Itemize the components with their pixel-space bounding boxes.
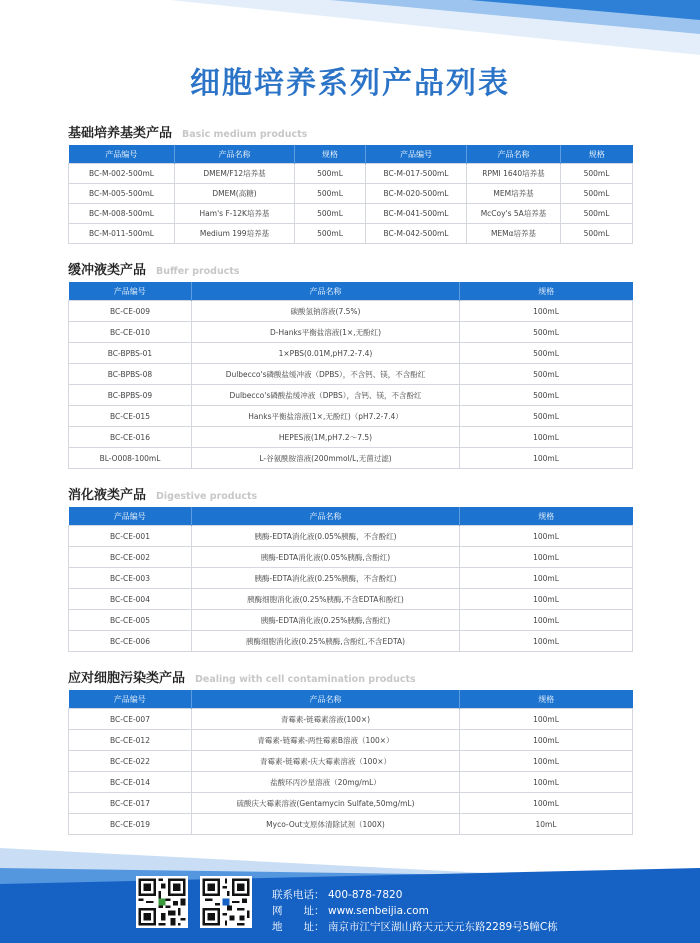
- table-row: [69, 322, 633, 343]
- phone-row: [272, 887, 558, 903]
- section-buffer: [68, 259, 632, 469]
- table-cell: 100mL: [460, 526, 633, 547]
- table-cell: Hanks平衡盐溶液(1×,无酚红)（pH7.2-7.4）: [192, 406, 460, 427]
- column-header: 规格: [460, 282, 633, 301]
- table-cell: 500mL: [561, 164, 633, 184]
- table-cell: BC-M-005-500mL: [69, 184, 175, 204]
- table-row: [69, 631, 633, 652]
- table-cell: 500mL: [561, 184, 633, 204]
- column-header: 产品编号: [69, 282, 192, 301]
- table-cell: 500mL: [295, 184, 366, 204]
- table-cell: BC-CE-010: [69, 322, 192, 343]
- section-title: 缓冲液类产品: [68, 263, 147, 278]
- phone-label: 联系电话：: [272, 889, 325, 901]
- table-cell: DMEM(高糖): [175, 184, 295, 204]
- column-header: 产品名称: [175, 145, 295, 164]
- column-header: 规格: [460, 690, 633, 709]
- table-cell: 500mL: [561, 224, 633, 244]
- column-header: 产品编号: [69, 507, 192, 526]
- table-row: [69, 547, 633, 568]
- table-cell: BC-BPBS-01: [69, 343, 192, 364]
- qr-code-1: [136, 876, 188, 928]
- table-cell: BC-M-041-500mL: [366, 204, 467, 224]
- table-cell: BL-O008-100mL: [69, 448, 192, 469]
- table-cell: BC-CE-017: [69, 793, 192, 814]
- column-header: 规格: [295, 145, 366, 164]
- address-value: 南京市江宁区湖山路天元天元东路2289号5幢C栋: [328, 921, 558, 933]
- table-cell: 500mL: [561, 204, 633, 224]
- basic-medium-table: [68, 145, 633, 244]
- table-cell: MEMα培养基: [467, 224, 561, 244]
- table-cell: 胰酶-EDTA消化液(0.25%胰酶,含酚红): [192, 610, 460, 631]
- column-header: 产品名称: [192, 690, 460, 709]
- table-cell: 胰酶-EDTA消化液(0.05%胰酶,含酚红): [192, 547, 460, 568]
- table-cell: DMEM/F12培养基: [175, 164, 295, 184]
- table-cell: HEPES液(1M,pH7.2～7.5): [192, 427, 460, 448]
- table-row: [69, 164, 633, 184]
- table-row: [69, 751, 633, 772]
- table-row: [69, 772, 633, 793]
- table-cell: 1×PBS(0.01M,pH7.2-7.4): [192, 343, 460, 364]
- table-row: [69, 301, 633, 322]
- column-header: 产品编号: [69, 690, 192, 709]
- table-cell: BC-CE-015: [69, 406, 192, 427]
- table-cell: BC-BPBS-08: [69, 364, 192, 385]
- address-row: [272, 919, 558, 935]
- table-cell: Medium 199培养基: [175, 224, 295, 244]
- table-row: [69, 610, 633, 631]
- table-cell: 500mL: [295, 224, 366, 244]
- table-cell: 青霉素-链霉素-庆大霉素溶液（100×）: [192, 751, 460, 772]
- website-label: 网 址：: [272, 905, 325, 917]
- section-title: 应对细胞污染类产品: [68, 671, 186, 686]
- table-row: [69, 364, 633, 385]
- table-cell: BC-CE-006: [69, 631, 192, 652]
- contact-info: [272, 887, 558, 935]
- table-cell: BC-CE-002: [69, 547, 192, 568]
- table-cell: BC-CE-004: [69, 589, 192, 610]
- table-cell: 青霉素-链霉素溶液(100×): [192, 709, 460, 730]
- table-cell: D-Hanks平衡盐溶液(1×,无酚红): [192, 322, 460, 343]
- table-cell: 胰酶-EDTA消化液(0.25%胰酶，不含酚红): [192, 568, 460, 589]
- website-link[interactable]: www.senbeijia.com: [328, 905, 429, 917]
- table-cell: 100mL: [460, 730, 633, 751]
- table-row: [69, 568, 633, 589]
- table-row: [69, 343, 633, 364]
- column-header: 规格: [561, 145, 633, 164]
- table-cell: 100mL: [460, 448, 633, 469]
- table-cell: 500mL: [460, 322, 633, 343]
- table-cell: 500mL: [295, 204, 366, 224]
- table-row: [69, 709, 633, 730]
- table-cell: 500mL: [460, 385, 633, 406]
- table-cell: Dulbecco's磷酸盐缓冲液（DPBS），不含钙、镁，不含酚红: [192, 364, 460, 385]
- table-cell: 100mL: [460, 631, 633, 652]
- table-cell: BC-CE-016: [69, 427, 192, 448]
- table-cell: 碳酸氢钠溶液(7.5%): [192, 301, 460, 322]
- table-cell: Ham's F-12K培养基: [175, 204, 295, 224]
- column-header: 产品编号: [366, 145, 467, 164]
- table-cell: BC-CE-014: [69, 772, 192, 793]
- table-row: [69, 406, 633, 427]
- table-row: [69, 448, 633, 469]
- table-cell: 硫酸庆大霉素溶液(Gentamycin Sulfate,50mg/mL): [192, 793, 460, 814]
- table-cell: RPMI 1640培养基: [467, 164, 561, 184]
- table-cell: 胰酶细胞消化液(0.25%胰酶,含酚红,不含EDTA): [192, 631, 460, 652]
- section-subtitle: Basic medium products: [182, 129, 308, 140]
- table-cell: 10mL: [460, 814, 633, 835]
- table-cell: 青霉素-链霉素-两性霉素B溶液（100×）: [192, 730, 460, 751]
- table-cell: BC-CE-007: [69, 709, 192, 730]
- table-cell: 100mL: [460, 427, 633, 448]
- table-cell: BC-M-002-500mL: [69, 164, 175, 184]
- column-header: 产品名称: [192, 282, 460, 301]
- page-title: 细胞培养系列产品列表: [190, 66, 510, 101]
- table-cell: BC-M-011-500mL: [69, 224, 175, 244]
- table-cell: Myco-Out支原体清除试剂（100X): [192, 814, 460, 835]
- table-cell: BC-CE-012: [69, 730, 192, 751]
- table-cell: 100mL: [460, 751, 633, 772]
- column-header: 产品名称: [467, 145, 561, 164]
- table-cell: BC-CE-019: [69, 814, 192, 835]
- section-title: 基础培养基类产品: [68, 126, 173, 141]
- table-cell: 100mL: [460, 772, 633, 793]
- table-cell: BC-CE-001: [69, 526, 192, 547]
- website-row: [272, 903, 558, 919]
- phone-value: 400-878-7820: [328, 889, 403, 901]
- table-cell: 100mL: [460, 301, 633, 322]
- table-cell: BC-CE-009: [69, 301, 192, 322]
- table-cell: 胰酶-EDTA消化液(0.05%胰酶，不含酚红): [192, 526, 460, 547]
- table-cell: BC-M-020-500mL: [366, 184, 467, 204]
- contamination-table: [68, 690, 633, 835]
- table-row: [69, 385, 633, 406]
- table-cell: 盐酸环丙沙星溶液（20mg/mL）: [192, 772, 460, 793]
- section-subtitle: Buffer products: [156, 266, 240, 277]
- table-row: [69, 184, 633, 204]
- table-cell: 500mL: [460, 364, 633, 385]
- table-cell: 胰酶细胞消化液(0.25%胰酶,不含EDTA和酚红): [192, 589, 460, 610]
- table-cell: BC-M-017-500mL: [366, 164, 467, 184]
- table-cell: BC-M-008-500mL: [69, 204, 175, 224]
- table-cell: 500mL: [460, 343, 633, 364]
- section-basic-medium: [68, 122, 632, 244]
- buffer-table: [68, 282, 633, 469]
- column-header: 产品编号: [69, 145, 175, 164]
- table-cell: 100mL: [460, 709, 633, 730]
- table-cell: McCoy's 5A培养基: [467, 204, 561, 224]
- table-cell: 100mL: [460, 589, 633, 610]
- table-row: [69, 730, 633, 751]
- address-label: 地 址：: [272, 921, 325, 933]
- section-subtitle: Dealing with cell contamination products: [195, 674, 416, 685]
- section-subtitle: Digestive products: [156, 491, 258, 502]
- table-row: [69, 526, 633, 547]
- section-title: 消化液类产品: [68, 488, 147, 503]
- column-header: 规格: [460, 507, 633, 526]
- table-cell: BC-M-042-500mL: [366, 224, 467, 244]
- digestive-table: [68, 507, 633, 652]
- table-cell: MEM培养基: [467, 184, 561, 204]
- section-contamination: [68, 667, 632, 835]
- section-digestive: [68, 484, 632, 652]
- table-cell: BC-BPBS-09: [69, 385, 192, 406]
- table-row: [69, 204, 633, 224]
- qr-code-2: [200, 876, 252, 928]
- table-row: [69, 793, 633, 814]
- table-row: [69, 814, 633, 835]
- table-row: [69, 589, 633, 610]
- table-row: [69, 427, 633, 448]
- table-cell: 100mL: [460, 793, 633, 814]
- table-row: [69, 224, 633, 244]
- table-cell: L-谷氨酰胺溶液(200mmol/L,无菌过滤): [192, 448, 460, 469]
- table-cell: BC-CE-005: [69, 610, 192, 631]
- table-cell: BC-CE-022: [69, 751, 192, 772]
- column-header: 产品名称: [192, 507, 460, 526]
- table-cell: 100mL: [460, 610, 633, 631]
- table-cell: BC-CE-003: [69, 568, 192, 589]
- table-cell: 500mL: [460, 406, 633, 427]
- table-cell: 500mL: [295, 164, 366, 184]
- table-cell: 100mL: [460, 568, 633, 589]
- table-cell: Dulbecco's磷酸盐缓冲液（DPBS），含钙、镁，不含酚红: [192, 385, 460, 406]
- table-cell: 100mL: [460, 547, 633, 568]
